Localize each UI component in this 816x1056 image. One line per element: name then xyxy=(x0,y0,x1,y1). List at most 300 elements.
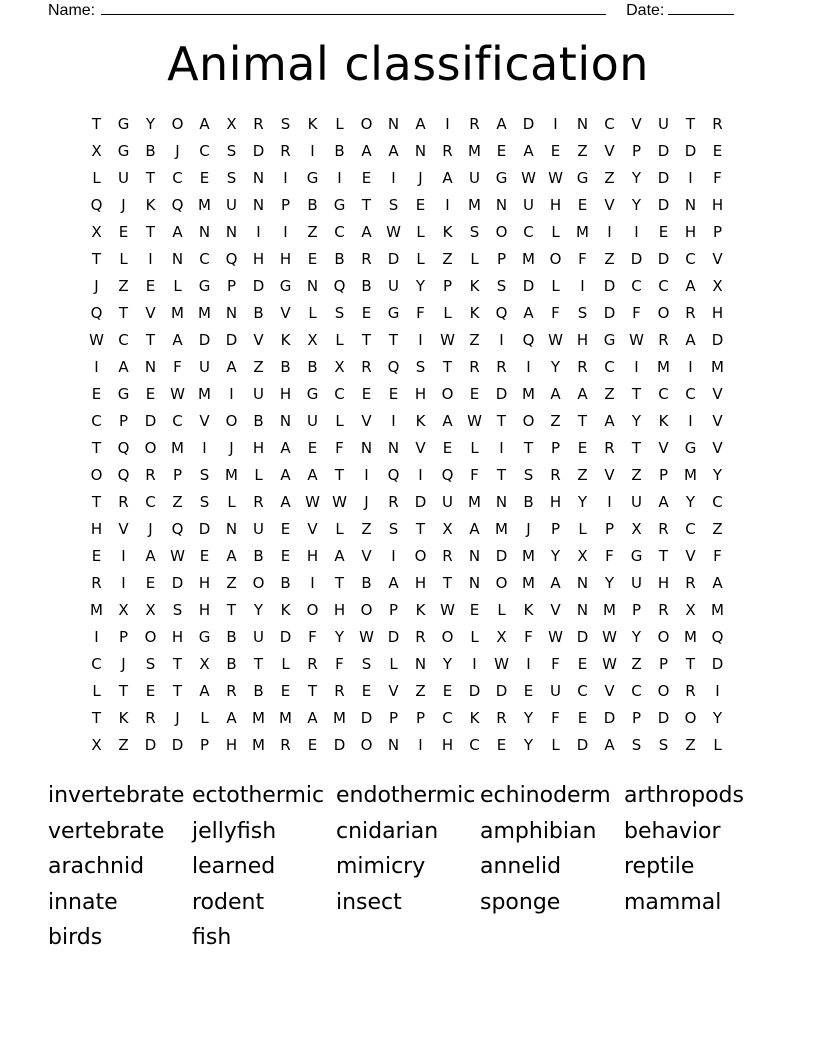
grid-letter[interactable]: R xyxy=(658,520,669,538)
grid-letter[interactable]: R xyxy=(91,574,102,592)
grid-letter[interactable]: Q xyxy=(117,439,130,457)
grid-letter[interactable]: I xyxy=(94,628,99,646)
grid-letter[interactable]: D xyxy=(657,142,670,160)
grid-letter[interactable]: Z xyxy=(577,466,588,484)
grid-letter[interactable]: D xyxy=(144,736,157,754)
grid-letter[interactable]: O xyxy=(684,709,697,727)
grid-letter[interactable]: R xyxy=(361,358,372,376)
grid-letter[interactable]: I xyxy=(391,169,396,187)
grid-letter[interactable]: D xyxy=(225,331,238,349)
grid-letter[interactable]: G xyxy=(117,385,130,403)
grid-letter[interactable]: M xyxy=(711,358,724,376)
grid-letter[interactable]: Q xyxy=(171,196,184,214)
grid-letter[interactable]: Y xyxy=(442,655,453,673)
grid-letter[interactable]: L xyxy=(389,655,398,673)
grid-letter[interactable]: C xyxy=(334,223,345,241)
grid-letter[interactable]: T xyxy=(91,493,102,511)
grid-letter[interactable]: A xyxy=(334,547,345,565)
grid-letter[interactable]: T xyxy=(496,412,507,430)
grid-letter[interactable]: F xyxy=(470,466,479,484)
grid-letter[interactable]: C xyxy=(118,331,129,349)
grid-letter[interactable]: O xyxy=(495,223,508,241)
grid-letter[interactable]: Y xyxy=(523,736,534,754)
grid-letter[interactable]: E xyxy=(91,547,102,565)
grid-letter[interactable]: O xyxy=(360,115,373,133)
grid-letter[interactable]: C xyxy=(685,250,696,268)
grid-letter[interactable]: N xyxy=(414,655,427,673)
grid-letter[interactable]: K xyxy=(118,709,129,727)
grid-letter[interactable]: O xyxy=(495,574,508,592)
grid-letter[interactable]: O xyxy=(225,412,238,430)
grid-letter[interactable]: O xyxy=(144,628,157,646)
grid-letter[interactable]: O xyxy=(657,682,670,700)
grid-letter[interactable]: R xyxy=(280,736,291,754)
grid-letter[interactable]: R xyxy=(658,601,669,619)
grid-letter[interactable]: O xyxy=(441,385,454,403)
grid-letter[interactable]: E xyxy=(361,682,372,700)
grid-letter[interactable]: R xyxy=(577,358,588,376)
grid-letter[interactable]: C xyxy=(199,250,210,268)
grid-letter[interactable]: I xyxy=(526,358,531,376)
grid-letter[interactable]: B xyxy=(307,196,318,214)
grid-letter[interactable]: O xyxy=(657,304,670,322)
grid-letter[interactable]: T xyxy=(307,682,318,700)
grid-letter[interactable]: H xyxy=(333,601,346,619)
grid-letter[interactable]: E xyxy=(577,439,588,457)
grid-letter[interactable]: D xyxy=(468,682,481,700)
grid-letter[interactable]: V xyxy=(604,196,615,214)
grid-letter[interactable]: S xyxy=(334,304,345,322)
grid-letter[interactable]: T xyxy=(91,250,102,268)
grid-letter[interactable]: W xyxy=(602,655,617,673)
grid-letter[interactable]: S xyxy=(523,466,534,484)
grid-letter[interactable]: Q xyxy=(495,304,508,322)
grid-letter[interactable]: U xyxy=(253,520,264,538)
grid-letter[interactable]: Z xyxy=(631,655,642,673)
grid-letter[interactable]: F xyxy=(713,169,722,187)
grid-letter[interactable]: N xyxy=(171,250,184,268)
grid-letter[interactable]: H xyxy=(576,331,589,349)
grid-letter[interactable]: V xyxy=(361,412,372,430)
grid-letter[interactable]: Y xyxy=(415,277,426,295)
grid-letter[interactable]: E xyxy=(145,277,156,295)
grid-letter[interactable]: W xyxy=(521,169,536,187)
grid-letter[interactable]: T xyxy=(496,466,507,484)
grid-letter[interactable]: J xyxy=(175,142,180,160)
grid-letter[interactable]: Y xyxy=(145,115,156,133)
grid-letter[interactable]: U xyxy=(631,574,642,592)
grid-letter[interactable]: E xyxy=(280,682,291,700)
grid-letter[interactable]: U xyxy=(253,385,264,403)
grid-letter[interactable]: D xyxy=(630,250,643,268)
grid-letter[interactable]: W xyxy=(440,601,455,619)
grid-letter[interactable]: S xyxy=(388,196,399,214)
grid-letter[interactable]: M xyxy=(468,196,481,214)
grid-letter[interactable]: S xyxy=(280,115,291,133)
grid-letter[interactable]: B xyxy=(253,547,264,565)
grid-letter[interactable]: G xyxy=(603,331,616,349)
grid-letter[interactable]: K xyxy=(469,304,480,322)
grid-letter[interactable]: C xyxy=(199,142,210,160)
grid-letter[interactable]: C xyxy=(523,223,534,241)
grid-letter[interactable]: F xyxy=(551,709,560,727)
grid-letter[interactable]: I xyxy=(634,223,639,241)
grid-letter[interactable]: A xyxy=(388,574,399,592)
grid-letter[interactable]: R xyxy=(469,358,480,376)
grid-letter[interactable]: R xyxy=(118,493,129,511)
grid-letter[interactable]: A xyxy=(523,142,534,160)
grid-letter[interactable]: W xyxy=(494,655,509,673)
grid-letter[interactable]: E xyxy=(496,736,507,754)
grid-letter[interactable]: C xyxy=(91,655,102,673)
grid-letter[interactable]: K xyxy=(307,115,318,133)
grid-letter[interactable]: N xyxy=(387,736,400,754)
grid-letter[interactable]: Q xyxy=(90,304,103,322)
grid-letter[interactable]: H xyxy=(306,547,319,565)
grid-letter[interactable]: R xyxy=(226,682,237,700)
grid-letter[interactable]: I xyxy=(499,439,504,457)
grid-letter[interactable]: W xyxy=(440,331,455,349)
grid-letter[interactable]: Y xyxy=(712,709,723,727)
grid-letter[interactable]: Z xyxy=(226,574,237,592)
grid-letter[interactable]: H xyxy=(225,736,238,754)
grid-letter[interactable]: S xyxy=(199,466,210,484)
grid-letter[interactable]: C xyxy=(685,520,696,538)
grid-letter[interactable]: Y xyxy=(550,358,561,376)
grid-letter[interactable]: P xyxy=(658,655,669,673)
grid-letter[interactable]: E xyxy=(415,196,426,214)
grid-letter[interactable]: M xyxy=(252,709,265,727)
grid-letter[interactable]: V xyxy=(550,601,561,619)
grid-letter[interactable]: T xyxy=(118,682,129,700)
grid-letter[interactable]: M xyxy=(252,736,265,754)
grid-letter[interactable]: T xyxy=(145,223,156,241)
grid-letter[interactable]: E xyxy=(145,682,156,700)
grid-letter[interactable]: Q xyxy=(387,358,400,376)
grid-letter[interactable]: C xyxy=(658,385,669,403)
grid-letter[interactable]: M xyxy=(171,304,184,322)
grid-letter[interactable]: D xyxy=(387,628,400,646)
grid-letter[interactable]: A xyxy=(496,115,507,133)
grid-letter[interactable]: V xyxy=(658,439,669,457)
grid-letter[interactable]: W xyxy=(305,493,320,511)
grid-letter[interactable]: R xyxy=(145,709,156,727)
grid-letter[interactable]: A xyxy=(442,412,453,430)
grid-letter[interactable]: C xyxy=(172,412,183,430)
grid-letter[interactable]: N xyxy=(225,223,238,241)
grid-letter[interactable]: P xyxy=(712,223,723,241)
grid-letter[interactable]: P xyxy=(631,601,642,619)
grid-letter[interactable]: N xyxy=(198,223,211,241)
grid-letter[interactable]: X xyxy=(496,628,507,646)
grid-letter[interactable]: D xyxy=(495,682,508,700)
grid-letter[interactable]: R xyxy=(307,655,318,673)
grid-letter[interactable]: D xyxy=(360,709,373,727)
grid-letter[interactable]: R xyxy=(496,358,507,376)
grid-letter[interactable]: H xyxy=(549,196,562,214)
grid-letter[interactable]: V xyxy=(604,682,615,700)
grid-letter[interactable]: N xyxy=(576,601,589,619)
grid-letter[interactable]: V xyxy=(685,547,696,565)
grid-letter[interactable]: T xyxy=(442,574,453,592)
grid-letter[interactable]: I xyxy=(229,385,234,403)
grid-letter[interactable]: X xyxy=(334,358,345,376)
grid-letter[interactable]: R xyxy=(496,709,507,727)
grid-letter[interactable]: A xyxy=(199,682,210,700)
grid-letter[interactable]: O xyxy=(90,466,103,484)
grid-letter[interactable]: X xyxy=(91,736,102,754)
grid-letter[interactable]: T xyxy=(226,601,237,619)
grid-letter[interactable]: L xyxy=(713,736,722,754)
grid-letter[interactable]: P xyxy=(388,709,399,727)
grid-letter[interactable]: Q xyxy=(90,196,103,214)
grid-letter[interactable]: A xyxy=(361,142,372,160)
grid-letter[interactable]: T xyxy=(334,466,345,484)
grid-letter[interactable]: I xyxy=(418,736,423,754)
grid-letter[interactable]: L xyxy=(497,601,506,619)
grid-letter[interactable]: G xyxy=(576,169,589,187)
grid-letter[interactable]: D xyxy=(684,142,697,160)
grid-letter[interactable]: R xyxy=(145,466,156,484)
grid-letter[interactable]: Q xyxy=(387,466,400,484)
grid-letter[interactable]: M xyxy=(279,709,292,727)
grid-letter[interactable]: V xyxy=(199,412,210,430)
grid-letter[interactable]: Y xyxy=(631,169,642,187)
grid-letter[interactable]: X xyxy=(226,115,237,133)
grid-letter[interactable]: U xyxy=(550,682,561,700)
grid-letter[interactable]: I xyxy=(310,142,315,160)
grid-letter[interactable]: U xyxy=(118,169,129,187)
grid-letter[interactable]: N xyxy=(252,196,265,214)
grid-letter[interactable]: L xyxy=(335,115,344,133)
grid-letter[interactable]: A xyxy=(442,169,453,187)
grid-letter[interactable]: H xyxy=(684,223,697,241)
grid-letter[interactable]: L xyxy=(551,277,560,295)
grid-letter[interactable]: B xyxy=(253,682,264,700)
grid-letter[interactable]: G xyxy=(684,439,697,457)
grid-letter[interactable]: I xyxy=(688,169,693,187)
grid-letter[interactable]: D xyxy=(603,304,616,322)
grid-letter[interactable]: X xyxy=(145,601,156,619)
grid-letter[interactable]: G xyxy=(306,385,319,403)
grid-letter[interactable]: A xyxy=(280,439,291,457)
grid-letter[interactable]: N xyxy=(306,277,319,295)
grid-letter[interactable]: R xyxy=(685,574,696,592)
grid-letter[interactable]: F xyxy=(308,628,317,646)
grid-letter[interactable]: U xyxy=(199,358,210,376)
grid-letter[interactable]: A xyxy=(307,466,318,484)
grid-letter[interactable]: G xyxy=(495,169,508,187)
grid-letter[interactable]: I xyxy=(418,466,423,484)
grid-letter[interactable]: I xyxy=(148,250,153,268)
grid-letter[interactable]: A xyxy=(712,574,723,592)
grid-letter[interactable]: B xyxy=(307,358,318,376)
grid-letter[interactable]: R xyxy=(253,493,264,511)
grid-letter[interactable]: I xyxy=(283,169,288,187)
grid-letter[interactable]: A xyxy=(118,358,129,376)
grid-letter[interactable]: E xyxy=(280,547,291,565)
grid-letter[interactable]: E xyxy=(361,304,372,322)
grid-letter[interactable]: A xyxy=(307,709,318,727)
grid-letter[interactable]: G xyxy=(198,277,211,295)
grid-letter[interactable]: W xyxy=(602,628,617,646)
grid-letter[interactable]: X xyxy=(91,142,102,160)
grid-letter[interactable]: I xyxy=(607,223,612,241)
grid-letter[interactable]: K xyxy=(145,196,156,214)
grid-letter[interactable]: G xyxy=(198,628,211,646)
grid-letter[interactable]: N xyxy=(387,439,400,457)
grid-letter[interactable]: I xyxy=(391,547,396,565)
grid-letter[interactable]: F xyxy=(173,358,182,376)
grid-letter[interactable]: A xyxy=(469,520,480,538)
grid-letter[interactable]: D xyxy=(522,277,535,295)
grid-letter[interactable]: T xyxy=(685,655,696,673)
grid-letter[interactable]: D xyxy=(576,628,589,646)
grid-letter[interactable]: S xyxy=(631,736,642,754)
grid-letter[interactable]: D xyxy=(495,385,508,403)
grid-letter[interactable]: A xyxy=(685,331,696,349)
grid-letter[interactable]: A xyxy=(226,709,237,727)
grid-letter[interactable]: Z xyxy=(550,412,561,430)
grid-letter[interactable]: C xyxy=(172,169,183,187)
grid-letter[interactable]: Y xyxy=(550,547,561,565)
grid-letter[interactable]: W xyxy=(548,628,563,646)
grid-letter[interactable]: L xyxy=(335,520,344,538)
grid-letter[interactable]: I xyxy=(499,331,504,349)
grid-letter[interactable]: T xyxy=(172,655,183,673)
grid-letter[interactable]: D xyxy=(171,736,184,754)
grid-letter[interactable]: H xyxy=(711,196,724,214)
grid-letter[interactable]: Q xyxy=(171,520,184,538)
grid-letter[interactable]: C xyxy=(334,385,345,403)
grid-letter[interactable]: I xyxy=(337,169,342,187)
grid-letter[interactable]: I xyxy=(526,655,531,673)
grid-letter[interactable]: E xyxy=(307,250,318,268)
grid-letter[interactable]: L xyxy=(551,736,560,754)
grid-letter[interactable]: I xyxy=(580,277,585,295)
grid-letter[interactable]: T xyxy=(91,115,102,133)
grid-letter[interactable]: Y xyxy=(523,709,534,727)
grid-letter[interactable]: L xyxy=(119,250,128,268)
grid-letter[interactable]: P xyxy=(199,736,210,754)
grid-letter[interactable]: L xyxy=(200,709,209,727)
grid-letter[interactable]: P xyxy=(631,709,642,727)
name-blank-line[interactable] xyxy=(101,0,606,15)
grid-letter[interactable]: F xyxy=(551,655,560,673)
grid-letter[interactable]: Q xyxy=(441,466,454,484)
grid-letter[interactable]: B xyxy=(361,574,372,592)
grid-letter[interactable]: Z xyxy=(604,385,615,403)
grid-letter[interactable]: S xyxy=(415,358,426,376)
grid-letter[interactable]: R xyxy=(604,439,615,457)
grid-letter[interactable]: C xyxy=(631,277,642,295)
grid-letter[interactable]: X xyxy=(577,547,588,565)
grid-letter[interactable]: N xyxy=(576,115,589,133)
grid-letter[interactable]: V xyxy=(145,304,156,322)
grid-letter[interactable]: M xyxy=(576,223,589,241)
grid-letter[interactable]: K xyxy=(523,601,534,619)
grid-letter[interactable]: M xyxy=(684,466,697,484)
grid-letter[interactable]: M xyxy=(684,628,697,646)
grid-letter[interactable]: A xyxy=(361,223,372,241)
grid-letter[interactable]: Z xyxy=(631,466,642,484)
grid-letter[interactable]: M xyxy=(495,520,508,538)
grid-letter[interactable]: E xyxy=(280,520,291,538)
grid-letter[interactable]: W xyxy=(359,628,374,646)
date-blank-line[interactable] xyxy=(668,0,734,15)
grid-letter[interactable]: W xyxy=(332,493,347,511)
grid-letter[interactable]: X xyxy=(91,223,102,241)
grid-letter[interactable]: X xyxy=(199,655,210,673)
grid-letter[interactable]: B xyxy=(334,250,345,268)
grid-letter[interactable]: Z xyxy=(415,682,426,700)
grid-letter[interactable]: H xyxy=(198,601,211,619)
grid-letter[interactable]: J xyxy=(121,655,126,673)
grid-letter[interactable]: A xyxy=(523,304,534,322)
grid-letter[interactable]: M xyxy=(711,601,724,619)
grid-letter[interactable]: Y xyxy=(631,196,642,214)
grid-letter[interactable]: U xyxy=(523,196,534,214)
grid-letter[interactable]: K xyxy=(469,277,480,295)
grid-letter[interactable]: E xyxy=(550,142,561,160)
grid-letter[interactable]: U xyxy=(631,493,642,511)
grid-letter[interactable]: V xyxy=(280,304,291,322)
grid-letter[interactable]: P xyxy=(226,277,237,295)
grid-letter[interactable]: M xyxy=(522,385,535,403)
grid-letter[interactable]: T xyxy=(91,439,102,457)
grid-letter[interactable]: I xyxy=(94,358,99,376)
grid-letter[interactable]: H xyxy=(549,493,562,511)
grid-letter[interactable]: R xyxy=(280,142,291,160)
grid-letter[interactable]: E xyxy=(118,223,129,241)
grid-letter[interactable]: B xyxy=(145,142,156,160)
grid-letter[interactable]: G xyxy=(279,277,292,295)
grid-letter[interactable]: L xyxy=(416,250,425,268)
grid-letter[interactable]: D xyxy=(711,331,724,349)
grid-letter[interactable]: Z xyxy=(604,169,615,187)
grid-letter[interactable]: W xyxy=(548,169,563,187)
grid-letter[interactable]: T xyxy=(172,682,183,700)
grid-letter[interactable]: K xyxy=(658,412,669,430)
grid-letter[interactable]: X xyxy=(685,601,696,619)
grid-letter[interactable]: J xyxy=(175,709,180,727)
grid-letter[interactable]: R xyxy=(388,493,399,511)
grid-letter[interactable]: W xyxy=(386,223,401,241)
grid-letter[interactable]: X xyxy=(442,520,453,538)
grid-letter[interactable]: W xyxy=(629,331,644,349)
grid-letter[interactable]: C xyxy=(658,277,669,295)
grid-letter[interactable]: A xyxy=(658,493,669,511)
grid-letter[interactable]: T xyxy=(523,439,534,457)
grid-letter[interactable]: L xyxy=(335,412,344,430)
grid-letter[interactable]: J xyxy=(229,439,234,457)
grid-letter[interactable]: K xyxy=(280,331,291,349)
grid-letter[interactable]: E xyxy=(361,385,372,403)
grid-letter[interactable]: R xyxy=(712,115,723,133)
grid-letter[interactable]: B xyxy=(361,277,372,295)
grid-letter[interactable]: C xyxy=(145,493,156,511)
grid-letter[interactable]: A xyxy=(172,331,183,349)
grid-letter[interactable]: A xyxy=(604,736,615,754)
grid-letter[interactable]: B xyxy=(334,142,345,160)
grid-letter[interactable]: Y xyxy=(631,628,642,646)
grid-letter[interactable]: A xyxy=(550,385,561,403)
grid-letter[interactable]: I xyxy=(121,547,126,565)
grid-letter[interactable]: Q xyxy=(333,277,346,295)
grid-letter[interactable]: O xyxy=(549,250,562,268)
grid-letter[interactable]: R xyxy=(658,331,669,349)
grid-letter[interactable]: M xyxy=(171,439,184,457)
